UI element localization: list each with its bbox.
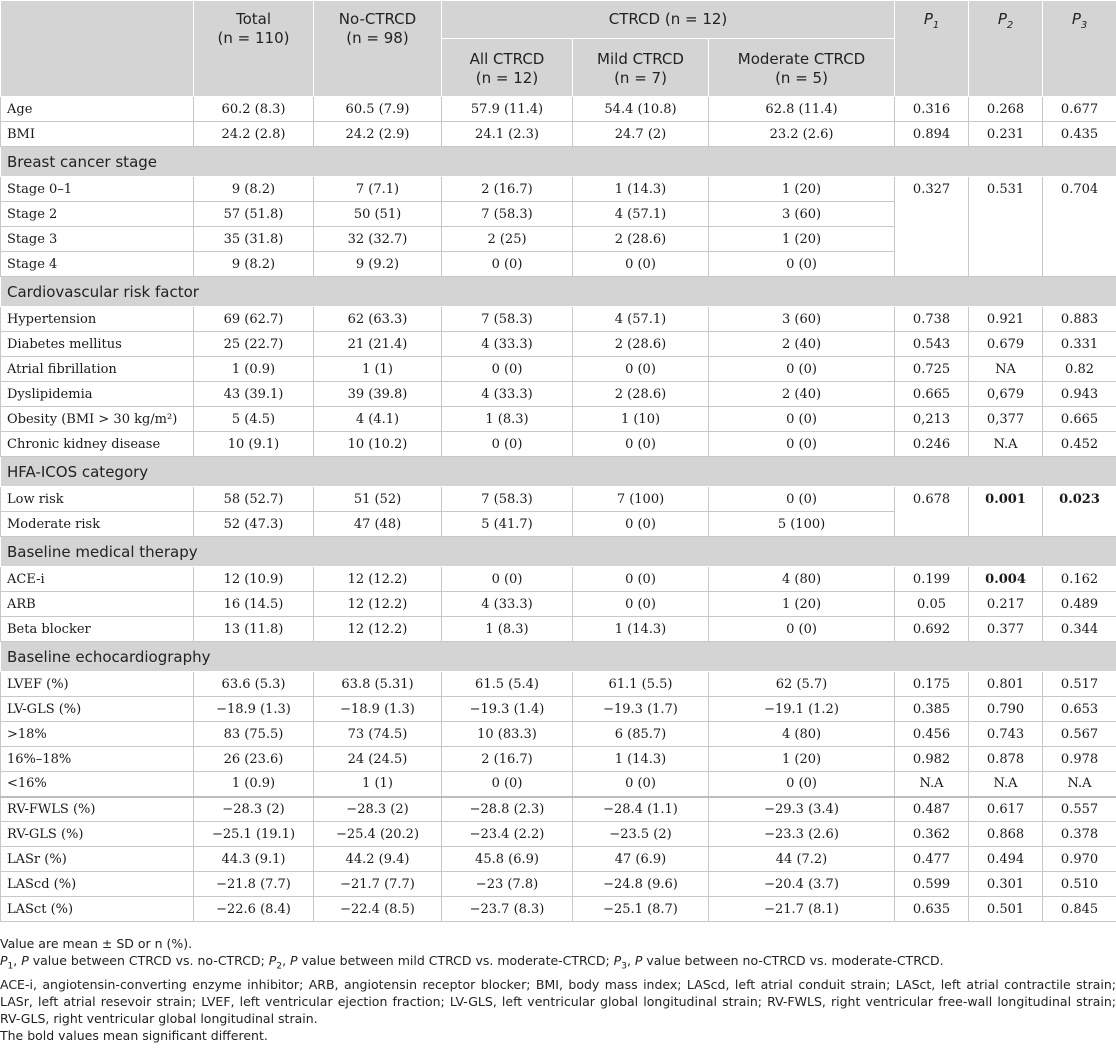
cell-all-ctrcd: 4 (33.3) xyxy=(442,382,573,407)
row-label: LV-GLS (%) xyxy=(1,697,194,722)
cell-total: 24.2 (2.8) xyxy=(194,122,314,147)
cell-total: 9 (8.2) xyxy=(194,177,314,202)
cell-moderate-ctrcd: 1 (20) xyxy=(709,227,895,252)
cell-moderate-ctrcd: 0 (0) xyxy=(709,617,895,642)
section-row-hfa xyxy=(1,457,1116,487)
section-title: Breast cancer stage xyxy=(1,147,1116,177)
cell-moderate-ctrcd: 0 (0) xyxy=(709,487,895,512)
cell-no-ctrcd: 62 (63.3) xyxy=(314,307,442,332)
table-row xyxy=(1,772,1116,797)
section-title: HFA-ICOS category xyxy=(1,457,1116,487)
table-row xyxy=(1,747,1116,772)
cell-p1: 0.678 xyxy=(895,487,969,537)
cell-p1: 0,213 xyxy=(895,407,969,432)
cell-p2: 0.790 xyxy=(969,697,1043,722)
row-label: Stage 2 xyxy=(1,202,194,227)
cell-no-ctrcd: 60.5 (7.9) xyxy=(314,97,442,122)
cell-no-ctrcd: 32 (32.7) xyxy=(314,227,442,252)
cell-mild-ctrcd: 24.7 (2) xyxy=(573,122,709,147)
cell-p2: 0.617 xyxy=(969,797,1043,822)
cell-total: 35 (31.8) xyxy=(194,227,314,252)
cell-no-ctrcd: −28.3 (2) xyxy=(314,797,442,822)
cell-all-ctrcd: 0 (0) xyxy=(442,252,573,277)
cell-total: 52 (47.3) xyxy=(194,512,314,537)
cell-total: 44.3 (9.1) xyxy=(194,847,314,872)
cell-all-ctrcd: 0 (0) xyxy=(442,432,573,457)
cell-p3: 0.023 xyxy=(1043,487,1116,537)
cell-moderate-ctrcd: 3 (60) xyxy=(709,202,895,227)
cell-mild-ctrcd: 1 (10) xyxy=(573,407,709,432)
table-row xyxy=(1,567,1116,592)
cell-no-ctrcd: 24 (24.5) xyxy=(314,747,442,772)
cell-no-ctrcd: 1 (1) xyxy=(314,357,442,382)
row-label: Beta blocker xyxy=(1,617,194,642)
cell-moderate-ctrcd: −20.4 (3.7) xyxy=(709,872,895,897)
cell-moderate-ctrcd: 0 (0) xyxy=(709,432,895,457)
row-label: Obesity (BMI > 30 kg/m²) xyxy=(1,407,194,432)
cell-p1: 0.738 xyxy=(895,307,969,332)
cell-p2: 0.679 xyxy=(969,332,1043,357)
cell-no-ctrcd: 50 (51) xyxy=(314,202,442,227)
footnote-abbreviations: ACE-i, angiotensin-converting enzyme inhibitor; ARB, angiotensin receptor blocker; BMI, body mass index; LAScd, left atrial conduit strain; LASct, left atrial contractile strain; LASr, left atrial resevoir strain; LVEF, left ventricular ejection fraction; LV-GLS, left ventricular global longitudinal strain; RV-FWLS, right ventricular free-wall longitudinal strain; RV-GLS, right ventricular global longitudinal strain. xyxy=(0,976,1116,1026)
section-title: Baseline medical therapy xyxy=(1,537,1116,567)
cell-no-ctrcd: 12 (12.2) xyxy=(314,617,442,642)
cell-p1: 0.316 xyxy=(895,97,969,122)
cell-all-ctrcd: 57.9 (11.4) xyxy=(442,97,573,122)
cell-total: 5 (4.5) xyxy=(194,407,314,432)
cell-mild-ctrcd: 0 (0) xyxy=(573,432,709,457)
row-label: Hypertension xyxy=(1,307,194,332)
cell-total: 16 (14.5) xyxy=(194,592,314,617)
cell-no-ctrcd: −25.4 (20.2) xyxy=(314,822,442,847)
cell-p2: N.A xyxy=(969,772,1043,797)
cell-all-ctrcd: −23 (7.8) xyxy=(442,872,573,897)
cell-moderate-ctrcd: −29.3 (3.4) xyxy=(709,797,895,822)
cell-mild-ctrcd: −25.1 (8.7) xyxy=(573,897,709,922)
cell-p2: 0,377 xyxy=(969,407,1043,432)
section-row-therapy xyxy=(1,537,1116,567)
cell-moderate-ctrcd: 4 (80) xyxy=(709,567,895,592)
cell-mild-ctrcd: 0 (0) xyxy=(573,357,709,382)
cell-no-ctrcd: 47 (48) xyxy=(314,512,442,537)
header-p3: $P_3$ xyxy=(1043,1,1116,97)
cell-all-ctrcd: 45.8 (6.9) xyxy=(442,847,573,872)
cell-p1: 0.982 xyxy=(895,747,969,772)
cell-all-ctrcd: 7 (58.3) xyxy=(442,202,573,227)
cell-moderate-ctrcd: 2 (40) xyxy=(709,332,895,357)
cell-total: 63.6 (5.3) xyxy=(194,672,314,697)
row-label: Low risk xyxy=(1,487,194,512)
cell-moderate-ctrcd: 4 (80) xyxy=(709,722,895,747)
cell-all-ctrcd: 2 (16.7) xyxy=(442,747,573,772)
cell-all-ctrcd: 7 (58.3) xyxy=(442,307,573,332)
cell-moderate-ctrcd: 1 (20) xyxy=(709,177,895,202)
cell-no-ctrcd: 51 (52) xyxy=(314,487,442,512)
cell-mild-ctrcd: 4 (57.1) xyxy=(573,202,709,227)
footnote-values: Value are mean ± SD or n (%). xyxy=(0,936,193,951)
header-moderate-ctrcd: Moderate CTRCD (n = 5) xyxy=(709,39,895,97)
row-label: Dyslipidemia xyxy=(1,382,194,407)
cell-no-ctrcd: 1 (1) xyxy=(314,772,442,797)
cell-mild-ctrcd: 0 (0) xyxy=(573,592,709,617)
cell-moderate-ctrcd: 23.2 (2.6) xyxy=(709,122,895,147)
cell-no-ctrcd: 63.8 (5.31) xyxy=(314,672,442,697)
cell-p3: 0.653 xyxy=(1043,697,1116,722)
table-row xyxy=(1,487,1116,512)
cell-p1: 0.692 xyxy=(895,617,969,642)
cell-mild-ctrcd: 0 (0) xyxy=(573,772,709,797)
cell-all-ctrcd: 4 (33.3) xyxy=(442,332,573,357)
cell-p2: NA xyxy=(969,357,1043,382)
cell-all-ctrcd: 5 (41.7) xyxy=(442,512,573,537)
section-title: Baseline echocardiography xyxy=(1,642,1116,672)
cell-p3: 0.567 xyxy=(1043,722,1116,747)
cell-no-ctrcd: 9 (9.2) xyxy=(314,252,442,277)
header-all-ctrcd: All CTRCD (n = 12) xyxy=(442,39,573,97)
row-label: LVEF (%) xyxy=(1,672,194,697)
cell-p1: 0.635 xyxy=(895,897,969,922)
row-label: LASr (%) xyxy=(1,847,194,872)
cell-all-ctrcd: 7 (58.3) xyxy=(442,487,573,512)
cell-p2: 0.921 xyxy=(969,307,1043,332)
header-total: Total (n = 110) xyxy=(194,1,314,97)
header-blank xyxy=(1,1,194,97)
cell-p3: N.A xyxy=(1043,772,1116,797)
cell-moderate-ctrcd: 1 (20) xyxy=(709,592,895,617)
cell-p2: 0.878 xyxy=(969,747,1043,772)
cell-p2: 0.801 xyxy=(969,672,1043,697)
cell-p2: 0.494 xyxy=(969,847,1043,872)
section-title: Cardiovascular risk factor xyxy=(1,277,1116,307)
row-label: Stage 0–1 xyxy=(1,177,194,202)
cell-total: 25 (22.7) xyxy=(194,332,314,357)
table-footnotes xyxy=(0,935,1116,1044)
cell-p2: 0.231 xyxy=(969,122,1043,147)
cell-all-ctrcd: 0 (0) xyxy=(442,357,573,382)
cell-p1: 0.456 xyxy=(895,722,969,747)
cell-p1: 0.246 xyxy=(895,432,969,457)
cell-all-ctrcd: 0 (0) xyxy=(442,567,573,592)
cell-p1: 0.385 xyxy=(895,697,969,722)
cell-no-ctrcd: 24.2 (2.9) xyxy=(314,122,442,147)
cell-total: 1 (0.9) xyxy=(194,772,314,797)
cell-no-ctrcd: 12 (12.2) xyxy=(314,567,442,592)
cell-p3: 0.510 xyxy=(1043,872,1116,897)
cell-p1: 0.725 xyxy=(895,357,969,382)
cell-p3: 0.162 xyxy=(1043,567,1116,592)
table-row xyxy=(1,307,1116,332)
cell-moderate-ctrcd: −19.1 (1.2) xyxy=(709,697,895,722)
cell-p1: N.A xyxy=(895,772,969,797)
cell-moderate-ctrcd: 1 (20) xyxy=(709,747,895,772)
header-ctrcd: CTRCD (n = 12) xyxy=(442,1,895,39)
cell-all-ctrcd: −19.3 (1.4) xyxy=(442,697,573,722)
cell-all-ctrcd: 0 (0) xyxy=(442,772,573,797)
cell-p2: 0.743 xyxy=(969,722,1043,747)
table-row xyxy=(1,407,1116,432)
row-label: Diabetes mellitus xyxy=(1,332,194,357)
cell-p3: 0.331 xyxy=(1043,332,1116,357)
header-no-ctrcd: No-CTRCD (n = 98) xyxy=(314,1,442,97)
cell-p3: 0.978 xyxy=(1043,747,1116,772)
cell-mild-ctrcd: 0 (0) xyxy=(573,252,709,277)
cell-moderate-ctrcd: 2 (40) xyxy=(709,382,895,407)
cell-all-ctrcd: 61.5 (5.4) xyxy=(442,672,573,697)
row-label: LAScd (%) xyxy=(1,872,194,897)
cell-total: 58 (52.7) xyxy=(194,487,314,512)
footnote-pvalues: $P_1$, P value between CTRCD vs. no-CTRCD; $P_2$, P value between mild CTRCD vs. moderate-CTRCD; $P_3$, P value between no-CTRCD vs. moderate-CTRCD. xyxy=(0,953,944,972)
cell-p3: 0.845 xyxy=(1043,897,1116,922)
cell-p1: 0.175 xyxy=(895,672,969,697)
cell-mild-ctrcd: 1 (14.3) xyxy=(573,617,709,642)
row-label: LASct (%) xyxy=(1,897,194,922)
row-label: RV-FWLS (%) xyxy=(1,797,194,822)
row-label: 16%–18% xyxy=(1,747,194,772)
cell-p2: 0.268 xyxy=(969,97,1043,122)
cell-p3: 0.557 xyxy=(1043,797,1116,822)
row-label: <16% xyxy=(1,772,194,797)
cell-p3: 0.517 xyxy=(1043,672,1116,697)
cell-p1: 0.543 xyxy=(895,332,969,357)
row-label: Stage 3 xyxy=(1,227,194,252)
cell-p3: 0.883 xyxy=(1043,307,1116,332)
cell-p2: N.A xyxy=(969,432,1043,457)
cell-total: 57 (51.8) xyxy=(194,202,314,227)
header-mild-ctrcd: Mild CTRCD (n = 7) xyxy=(573,39,709,97)
cell-all-ctrcd: 24.1 (2.3) xyxy=(442,122,573,147)
cell-mild-ctrcd: 47 (6.9) xyxy=(573,847,709,872)
cell-mild-ctrcd: −19.3 (1.7) xyxy=(573,697,709,722)
cell-no-ctrcd: −21.7 (7.7) xyxy=(314,872,442,897)
cell-moderate-ctrcd: 0 (0) xyxy=(709,252,895,277)
cell-no-ctrcd: 39 (39.8) xyxy=(314,382,442,407)
cell-moderate-ctrcd: −21.7 (8.1) xyxy=(709,897,895,922)
row-label: Stage 4 xyxy=(1,252,194,277)
cell-p2: 0.377 xyxy=(969,617,1043,642)
cell-total: 83 (75.5) xyxy=(194,722,314,747)
cell-moderate-ctrcd: 3 (60) xyxy=(709,307,895,332)
table-row xyxy=(1,592,1116,617)
cell-all-ctrcd: 1 (8.3) xyxy=(442,617,573,642)
cell-total: 69 (62.7) xyxy=(194,307,314,332)
cell-p3: 0.970 xyxy=(1043,847,1116,872)
cell-total: 43 (39.1) xyxy=(194,382,314,407)
cell-mild-ctrcd: −24.8 (9.6) xyxy=(573,872,709,897)
cell-mild-ctrcd: 61.1 (5.5) xyxy=(573,672,709,697)
cell-p1: 0.362 xyxy=(895,822,969,847)
cell-all-ctrcd: 2 (16.7) xyxy=(442,177,573,202)
cell-p3: 0.344 xyxy=(1043,617,1116,642)
row-label: Chronic kidney disease xyxy=(1,432,194,457)
cell-moderate-ctrcd: 44 (7.2) xyxy=(709,847,895,872)
row-label: BMI xyxy=(1,122,194,147)
cell-mild-ctrcd: 1 (14.3) xyxy=(573,177,709,202)
table-row xyxy=(1,617,1116,642)
row-label: ACE-i xyxy=(1,567,194,592)
cell-total: −22.6 (8.4) xyxy=(194,897,314,922)
cell-moderate-ctrcd: 62 (5.7) xyxy=(709,672,895,697)
table-row xyxy=(1,332,1116,357)
cell-p1: 0.199 xyxy=(895,567,969,592)
cell-p1: 0.477 xyxy=(895,847,969,872)
cell-p2: 0.001 xyxy=(969,487,1043,537)
table-row xyxy=(1,872,1116,897)
cell-total: 10 (9.1) xyxy=(194,432,314,457)
row-label: >18% xyxy=(1,722,194,747)
section-row-cv xyxy=(1,277,1116,307)
cell-no-ctrcd: 7 (7.1) xyxy=(314,177,442,202)
cell-mild-ctrcd: 2 (28.6) xyxy=(573,227,709,252)
cell-p3: 0.943 xyxy=(1043,382,1116,407)
cell-p1: 0.599 xyxy=(895,872,969,897)
cell-p1: 0.327 xyxy=(895,177,969,277)
cell-no-ctrcd: 10 (10.2) xyxy=(314,432,442,457)
cell-mild-ctrcd: 4 (57.1) xyxy=(573,307,709,332)
table-row xyxy=(1,822,1116,847)
cell-p3: 0.704 xyxy=(1043,177,1116,277)
cell-p2: 0.301 xyxy=(969,872,1043,897)
cell-p2: 0.501 xyxy=(969,897,1043,922)
cell-p2: 0.004 xyxy=(969,567,1043,592)
cell-total: 13 (11.8) xyxy=(194,617,314,642)
cell-all-ctrcd: 10 (83.3) xyxy=(442,722,573,747)
table-row xyxy=(1,672,1116,697)
table-row xyxy=(1,847,1116,872)
cell-all-ctrcd: 4 (33.3) xyxy=(442,592,573,617)
cell-p2: 0.531 xyxy=(969,177,1043,277)
cell-total: 26 (23.6) xyxy=(194,747,314,772)
cell-mild-ctrcd: 6 (85.7) xyxy=(573,722,709,747)
cell-mild-ctrcd: 54.4 (10.8) xyxy=(573,97,709,122)
table-row xyxy=(1,722,1116,747)
cell-mild-ctrcd: 2 (28.6) xyxy=(573,382,709,407)
row-label: Moderate risk xyxy=(1,512,194,537)
cell-mild-ctrcd: 0 (0) xyxy=(573,512,709,537)
cell-all-ctrcd: −23.7 (8.3) xyxy=(442,897,573,922)
cell-p1: 0.05 xyxy=(895,592,969,617)
cell-p3: 0.378 xyxy=(1043,822,1116,847)
cell-no-ctrcd: −22.4 (8.5) xyxy=(314,897,442,922)
cell-p3: 0.665 xyxy=(1043,407,1116,432)
cell-all-ctrcd: 2 (25) xyxy=(442,227,573,252)
cell-all-ctrcd: −23.4 (2.2) xyxy=(442,822,573,847)
section-row-echo xyxy=(1,642,1116,672)
cell-all-ctrcd: 1 (8.3) xyxy=(442,407,573,432)
cell-moderate-ctrcd: 0 (0) xyxy=(709,407,895,432)
cell-total: −25.1 (19.1) xyxy=(194,822,314,847)
cell-no-ctrcd: −18.9 (1.3) xyxy=(314,697,442,722)
cell-total: 60.2 (8.3) xyxy=(194,97,314,122)
cell-total: 12 (10.9) xyxy=(194,567,314,592)
table-row-bmi xyxy=(1,122,1116,147)
table-row xyxy=(1,177,1116,202)
cell-p3: 0.489 xyxy=(1043,592,1116,617)
cell-no-ctrcd: 12 (12.2) xyxy=(314,592,442,617)
cell-mild-ctrcd: 0 (0) xyxy=(573,567,709,592)
row-label: ARB xyxy=(1,592,194,617)
section-row-stage xyxy=(1,147,1116,177)
cell-total: 9 (8.2) xyxy=(194,252,314,277)
cell-p1: 0.487 xyxy=(895,797,969,822)
cell-p3: 0.435 xyxy=(1043,122,1116,147)
row-label: Age xyxy=(1,97,194,122)
cell-p3: 0.452 xyxy=(1043,432,1116,457)
table-row xyxy=(1,697,1116,722)
cell-p2: 0.217 xyxy=(969,592,1043,617)
cell-no-ctrcd: 21 (21.4) xyxy=(314,332,442,357)
cell-total: −28.3 (2) xyxy=(194,797,314,822)
cell-no-ctrcd: 73 (74.5) xyxy=(314,722,442,747)
header-p1: $P_1$ xyxy=(895,1,969,97)
cell-moderate-ctrcd: 0 (0) xyxy=(709,772,895,797)
cell-mild-ctrcd: 7 (100) xyxy=(573,487,709,512)
table-row xyxy=(1,382,1116,407)
cell-p2: 0,679 xyxy=(969,382,1043,407)
header-p2: $P_2$ xyxy=(969,1,1043,97)
cell-mild-ctrcd: 1 (14.3) xyxy=(573,747,709,772)
cell-all-ctrcd: −28.8 (2.3) xyxy=(442,797,573,822)
cell-p3: 0.82 xyxy=(1043,357,1116,382)
row-label: Atrial fibrillation xyxy=(1,357,194,382)
cell-mild-ctrcd: 2 (28.6) xyxy=(573,332,709,357)
cell-mild-ctrcd: −28.4 (1.1) xyxy=(573,797,709,822)
cell-p1: 0.894 xyxy=(895,122,969,147)
cell-total: −21.8 (7.7) xyxy=(194,872,314,897)
cell-mild-ctrcd: −23.5 (2) xyxy=(573,822,709,847)
cell-p1: 0.665 xyxy=(895,382,969,407)
cell-moderate-ctrcd: 62.8 (11.4) xyxy=(709,97,895,122)
cell-total: −18.9 (1.3) xyxy=(194,697,314,722)
cell-no-ctrcd: 44.2 (9.4) xyxy=(314,847,442,872)
cell-p2: 0.868 xyxy=(969,822,1043,847)
cell-no-ctrcd: 4 (4.1) xyxy=(314,407,442,432)
cell-moderate-ctrcd: 0 (0) xyxy=(709,357,895,382)
table-row-age xyxy=(1,97,1116,122)
table-row xyxy=(1,432,1116,457)
table-row xyxy=(1,897,1116,922)
cell-p3: 0.677 xyxy=(1043,97,1116,122)
table-row xyxy=(1,797,1116,822)
cell-moderate-ctrcd: −23.3 (2.6) xyxy=(709,822,895,847)
cell-moderate-ctrcd: 5 (100) xyxy=(709,512,895,537)
row-label: RV-GLS (%) xyxy=(1,822,194,847)
footnote-bold: The bold values mean significant different. xyxy=(0,1027,268,1043)
cell-total: 1 (0.9) xyxy=(194,357,314,382)
table-row xyxy=(1,357,1116,382)
